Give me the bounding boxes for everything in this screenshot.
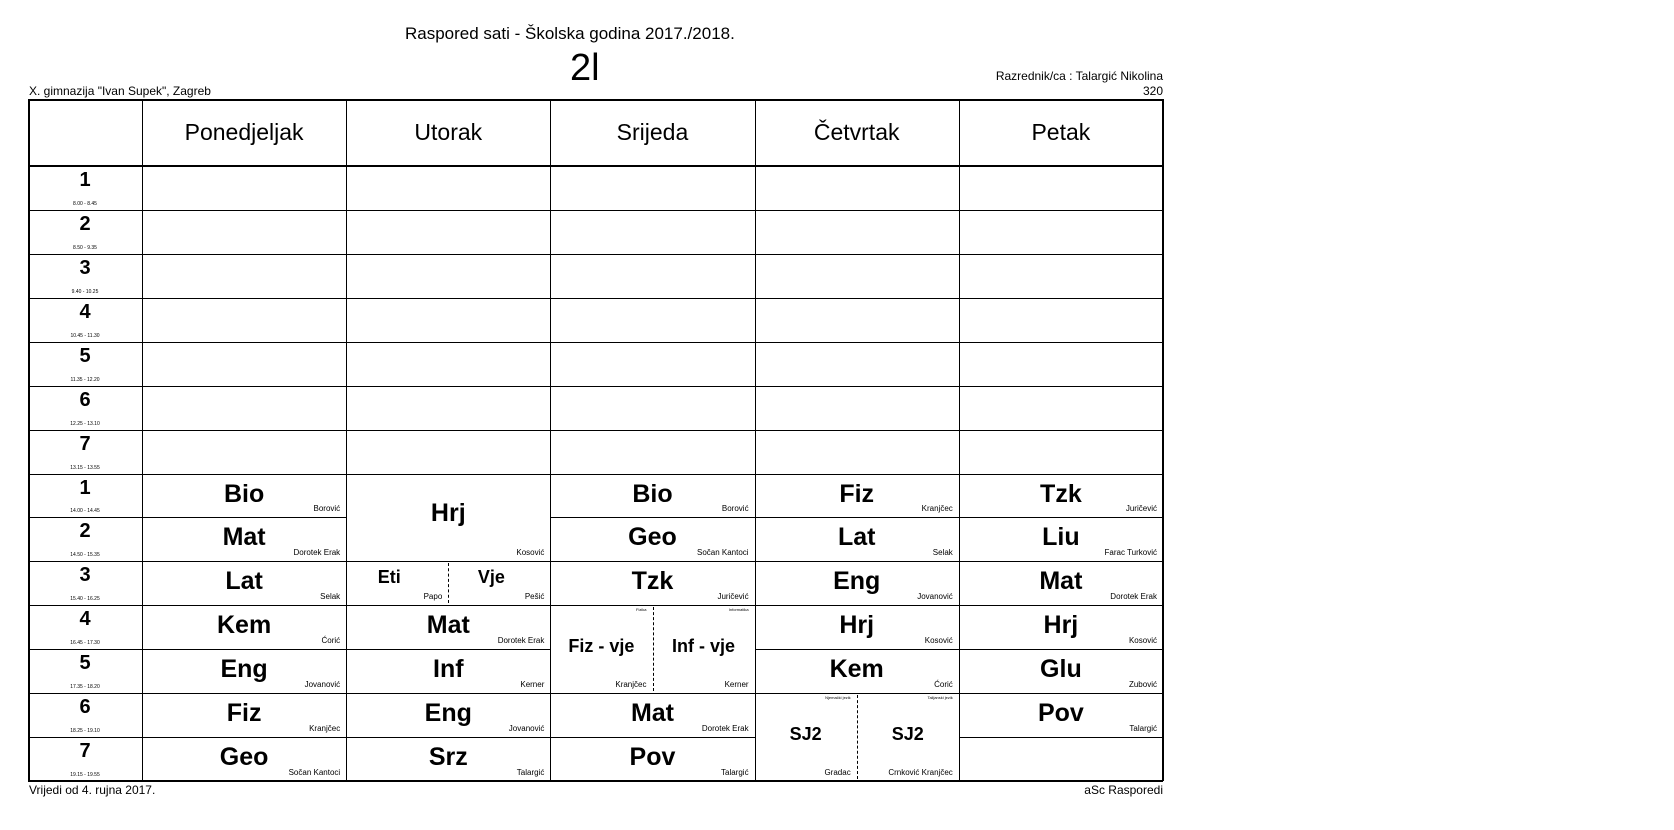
cell-divider <box>959 386 1163 387</box>
lesson-subject: Mat <box>222 523 266 552</box>
cell-divider <box>346 386 550 387</box>
lesson-teacher: Ćorić <box>934 680 953 690</box>
lesson-subject: Kem <box>217 611 272 640</box>
lesson-teacher: Talargić <box>516 768 545 777</box>
period-number: 7 <box>79 740 91 763</box>
lesson-teacher: Borović <box>721 504 749 514</box>
lesson-group: Fizika <box>636 607 647 613</box>
period-time: 9.40 - 10.25 <box>71 288 99 295</box>
day-header: Srijeda <box>616 119 689 145</box>
lesson-teacher: Talargić <box>1129 724 1157 734</box>
cell-divider <box>346 737 550 738</box>
class-teacher: Razrednik/ca : Talargić Nikolina <box>995 69 1163 83</box>
lesson-teacher: Jovanović <box>304 680 341 690</box>
period-time: 14.00 - 14.45 <box>70 508 100 515</box>
lesson-teacher: Kosović <box>924 636 953 646</box>
lesson-subject: Inf - vje <box>672 635 736 656</box>
cell-divider <box>755 254 959 255</box>
grid-border-bottom <box>28 780 1163 782</box>
period-row-divider <box>28 386 142 387</box>
lesson-subject: Eti <box>377 567 401 588</box>
cell-divider <box>346 254 550 255</box>
period-time: 18.25 - 19.10 <box>70 728 100 735</box>
cell-divider <box>755 342 959 343</box>
period-row-divider <box>28 693 142 694</box>
period-time: 14.50 - 15.35 <box>70 552 100 559</box>
period-time: 11.35 - 12.20 <box>70 376 100 383</box>
cell-divider <box>959 342 1163 343</box>
lesson-subject: Hrj <box>430 498 466 527</box>
cell-divider <box>755 474 959 475</box>
cell-divider <box>142 517 346 518</box>
period-row-divider <box>28 298 142 299</box>
period-number: 1 <box>79 169 91 191</box>
cell-divider <box>142 430 346 431</box>
cell-divider <box>959 430 1163 431</box>
cell-divider <box>550 693 754 694</box>
lesson-teacher: Dorotek Erak <box>293 548 341 558</box>
cell-divider <box>755 298 959 299</box>
cell-divider <box>346 210 550 211</box>
lesson-teacher: Gradac <box>824 768 851 777</box>
period-row-divider <box>28 474 142 475</box>
period-time: 17.35 - 18.20 <box>70 684 100 691</box>
lesson-teacher: Dorotek Erak <box>497 636 545 646</box>
lesson-subject: Eng <box>220 655 268 684</box>
cell-divider <box>550 342 754 343</box>
lesson-teacher: Kranjčec <box>921 504 953 514</box>
lesson-teacher: Farac Turković <box>1104 548 1157 558</box>
room-number: 320 <box>1142 84 1163 98</box>
period-time: 13.15 - 13.55 <box>70 464 100 471</box>
cell-divider <box>142 254 346 255</box>
cell-divider <box>959 561 1163 562</box>
cell-divider <box>346 649 550 650</box>
cell-divider <box>142 474 346 475</box>
valid-from: Vrijedi od 4. rujna 2017. <box>29 783 156 797</box>
period-number: 3 <box>79 256 91 279</box>
cell-divider <box>959 210 1163 211</box>
period-time: 19.15 - 19.55 <box>70 772 100 778</box>
lesson-teacher: Kerner <box>520 680 545 690</box>
lesson-teacher: Selak <box>320 592 341 602</box>
cell-divider <box>346 342 550 343</box>
lesson-subject: Lat <box>225 567 263 596</box>
cell-divider <box>142 342 346 343</box>
lesson-group: Talijanski jezik <box>927 695 953 701</box>
lesson-group: Informatika <box>728 607 749 613</box>
cell-divider <box>550 386 754 387</box>
period-number: 4 <box>79 300 91 323</box>
cell-divider <box>142 386 346 387</box>
lesson-subject: SJ2 <box>891 723 924 744</box>
lesson-subject: Hrj <box>839 611 875 640</box>
lesson-subject: Fiz <box>226 699 262 728</box>
lesson-teacher: Kosović <box>516 548 545 558</box>
period-number: 5 <box>79 652 91 675</box>
period-number: 6 <box>79 696 91 719</box>
class-name: 2l <box>570 47 600 89</box>
lesson-teacher: Ćorić <box>321 636 341 646</box>
cell-divider <box>755 561 959 562</box>
lesson-teacher: Crnković Kranjčec <box>888 768 953 777</box>
day-header: Ponedjeljak <box>184 119 304 145</box>
cell-divider <box>959 605 1163 606</box>
lesson-subject: Eng <box>833 567 881 596</box>
lesson-subject: Fiz - vje <box>568 635 635 656</box>
cell-divider <box>755 210 959 211</box>
lesson-subject: Bio <box>223 479 265 508</box>
cell-divider <box>959 737 1163 738</box>
lesson-teacher: Jovanović <box>917 592 953 602</box>
lesson-teacher: Juričević <box>717 592 749 602</box>
cell-divider <box>755 430 959 431</box>
lesson-teacher: Selak <box>932 548 953 558</box>
cell-divider <box>346 430 550 431</box>
cell-divider <box>959 693 1163 694</box>
cell-divider <box>346 693 550 694</box>
period-time: 8.50 - 9.35 <box>73 244 97 251</box>
day-column-divider <box>550 99 551 781</box>
cell-divider <box>346 474 550 475</box>
period-row-divider <box>28 210 142 211</box>
period-row-divider <box>28 605 142 606</box>
cell-divider <box>755 605 959 606</box>
period-number: 6 <box>79 388 91 411</box>
period-row-divider <box>28 561 142 562</box>
cell-divider <box>959 254 1163 255</box>
lesson-subject: Glu <box>1040 655 1082 684</box>
cell-divider <box>142 737 346 738</box>
lesson-group: Njemački jezik <box>825 695 851 701</box>
period-time: 16.45 - 17.30 <box>70 640 100 647</box>
cell-divider <box>550 561 754 562</box>
cell-divider <box>142 210 346 211</box>
cell-divider <box>142 561 346 562</box>
page-title: Raspored sati - Školska godina 2017./2018. <box>405 24 735 43</box>
lesson-subject: Fiz <box>839 479 875 508</box>
lesson-teacher: Borović <box>313 504 341 514</box>
period-number: 3 <box>79 564 91 587</box>
cell-divider <box>550 605 754 606</box>
day-header: Petak <box>1031 119 1091 145</box>
period-number: 7 <box>79 432 91 455</box>
lesson-subject: Pov <box>1037 699 1084 728</box>
period-number: 1 <box>79 476 91 499</box>
cell-divider <box>755 517 959 518</box>
period-time: 10.45 - 11.30 <box>70 332 100 339</box>
lesson-subject: Mat <box>630 699 675 728</box>
period-number: 2 <box>79 212 91 235</box>
cell-divider <box>142 298 346 299</box>
school-name: X. gimnazija "Ivan Supek", Zagreb <box>29 84 211 98</box>
period-row-divider <box>28 430 142 431</box>
period-number: 5 <box>79 344 91 367</box>
cell-divider <box>959 517 1163 518</box>
period-time: 15.40 - 16.25 <box>70 596 100 603</box>
lesson-teacher: Sočan Kantoci <box>696 548 749 558</box>
lesson-teacher: Sočan Kantoci <box>288 768 341 777</box>
cell-divider <box>755 386 959 387</box>
lesson-subject: Srz <box>428 743 468 772</box>
period-time: 8.00 - 8.45 <box>73 200 97 207</box>
period-row-divider <box>28 254 142 255</box>
cell-divider <box>550 298 754 299</box>
period-time: 12.25 - 13.10 <box>70 420 100 427</box>
lesson-teacher: Juričević <box>1125 504 1157 514</box>
cell-divider <box>959 474 1163 475</box>
cell-divider <box>755 649 959 650</box>
lesson-subject: Vje <box>477 567 505 588</box>
cell-divider <box>346 605 550 606</box>
lesson-subject: Mat <box>426 611 470 640</box>
period-row-divider <box>28 517 142 518</box>
period-number: 4 <box>79 608 91 631</box>
timetable-grid <box>28 99 1163 781</box>
lesson-teacher: Kranjčec <box>309 724 341 734</box>
lesson-teacher: Kranjčec <box>615 680 647 690</box>
lesson-teacher: Dorotek Erak <box>1110 592 1157 602</box>
cell-divider <box>550 474 754 475</box>
cell-divider <box>142 693 346 694</box>
period-row-divider <box>28 737 142 738</box>
lesson-teacher: Kosović <box>1128 636 1157 646</box>
cell-divider <box>142 605 346 606</box>
lesson-subject: Eng <box>424 699 472 728</box>
day-header: Utorak <box>414 119 483 145</box>
cell-divider <box>959 649 1163 650</box>
lesson-teacher: Zubović <box>1128 680 1157 690</box>
lesson-teacher: Kerner <box>724 680 749 690</box>
lesson-subject: Tzk <box>1040 479 1082 508</box>
period-number: 2 <box>79 520 91 543</box>
cell-divider <box>346 561 550 562</box>
lesson-subject: Inf <box>433 655 464 684</box>
lesson-subject: SJ2 <box>789 723 822 744</box>
period-row-divider <box>28 649 142 650</box>
cell-divider <box>550 210 754 211</box>
lesson-teacher: Pešić <box>524 592 545 602</box>
cell-divider <box>550 737 754 738</box>
cell-divider <box>755 693 959 694</box>
day-header: Četvrtak <box>813 119 900 145</box>
lesson-teacher: Dorotek Erak <box>701 724 749 734</box>
lesson-subject: Lat <box>837 523 876 552</box>
lesson-teacher: Talargić <box>721 768 749 777</box>
lesson-subject: Mat <box>1039 567 1083 596</box>
lesson-subject: Kem <box>829 655 884 684</box>
lesson-teacher: Papo <box>423 592 443 602</box>
cell-divider <box>959 298 1163 299</box>
cell-divider <box>142 649 346 650</box>
lesson-teacher: Jovanović <box>508 724 545 734</box>
lesson-subject: Pov <box>629 743 676 772</box>
period-row-divider <box>28 342 142 343</box>
lesson-subject: Hrj <box>1043 611 1079 640</box>
lesson-subject: Geo <box>628 523 677 552</box>
lesson-subject: Bio <box>632 479 673 508</box>
lesson-subject: Tzk <box>631 567 674 596</box>
brand-label: aSc Rasporedi <box>1084 783 1163 797</box>
cell-divider <box>550 254 754 255</box>
lesson-subject: Liu <box>1042 523 1080 552</box>
cell-divider <box>346 298 550 299</box>
cell-divider <box>550 517 754 518</box>
cell-divider <box>550 430 754 431</box>
lesson-subject: Geo <box>219 743 269 772</box>
